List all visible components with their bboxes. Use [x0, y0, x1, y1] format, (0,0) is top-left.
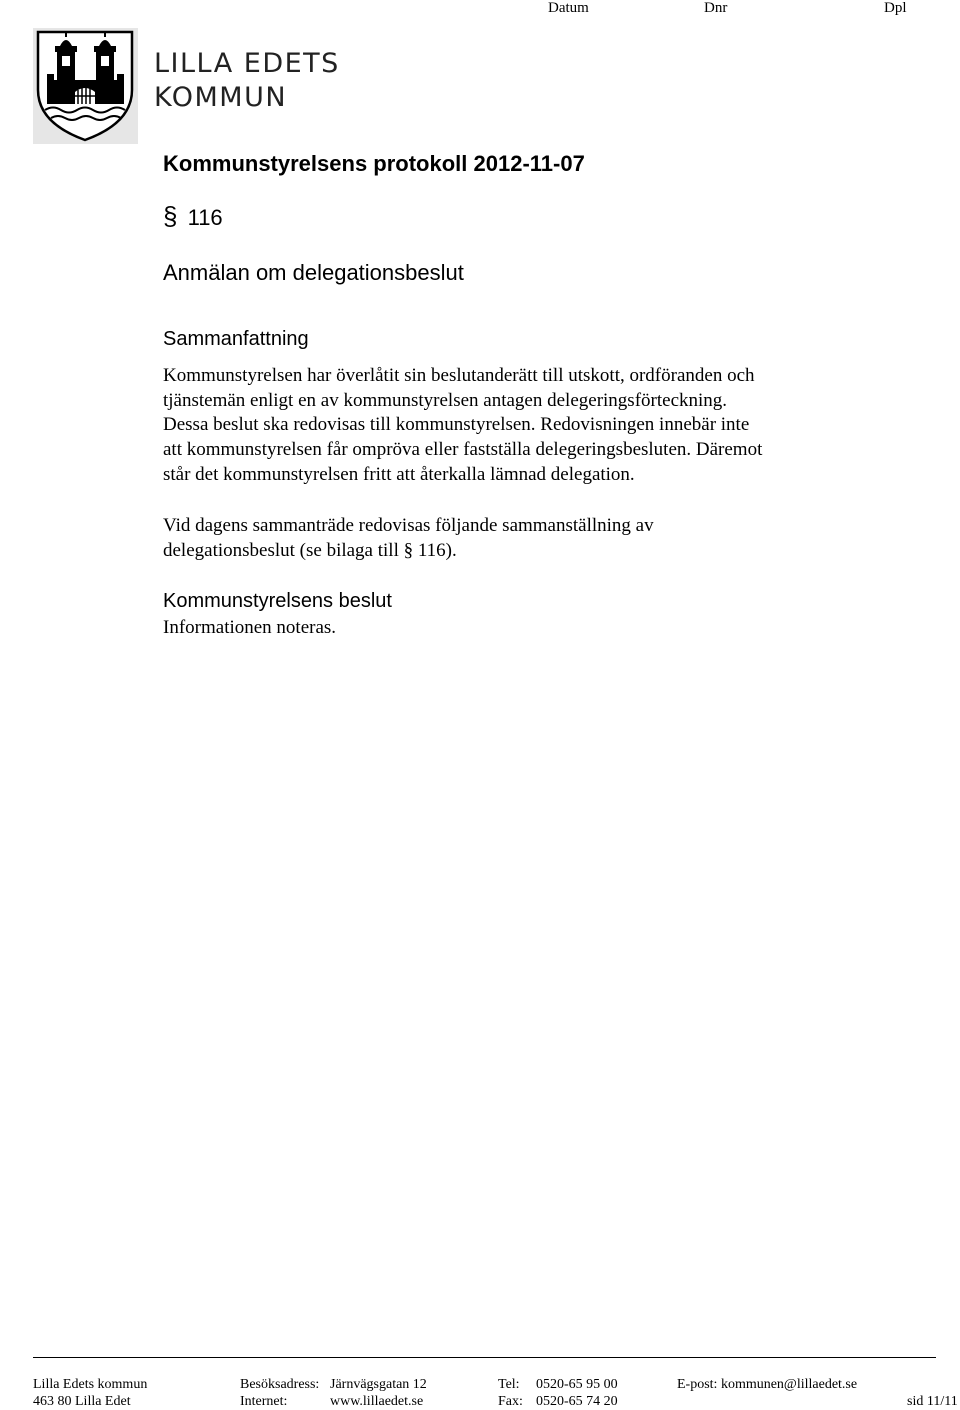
summary-line: Kommunstyrelsen har överlåtit sin beslutanderätt till utskott, ordföranden och	[163, 365, 755, 386]
summary-line: står det kommunstyrelsen fritt att återkalla lämnad delegation.	[163, 463, 635, 485]
paragraph-number	[163, 201, 223, 232]
summary-heading: Sammanfattning	[163, 328, 309, 350]
summary-line: Dessa beslut ska redovisas till kommunstyrelsen. Redovisningen innebär inte	[163, 414, 750, 436]
section-symbol: §	[163, 201, 178, 231]
coat-of-arms-icon	[33, 28, 138, 144]
document-title: Kommunstyrelsens protokoll 2012-11-07	[163, 151, 585, 176]
meeting-line-text: delegationsbeslut (se bilaga till	[163, 539, 399, 561]
decision-heading: Kommunstyrelsens beslut	[163, 590, 392, 612]
matter-heading: Anmälan om delegationsbeslut	[163, 260, 464, 285]
meeting-line-ref: 116).	[417, 539, 457, 561]
footer-fax-value: 0520-65 74 20	[536, 1394, 618, 1409]
footer-tel-label: Tel:	[498, 1377, 520, 1392]
datum-label: Datum	[548, 0, 589, 16]
logo-line-1: LILLA EDETS	[154, 48, 340, 79]
footer-page-number: sid 11/11	[907, 1394, 958, 1409]
footer-internet-label: Internet:	[240, 1394, 288, 1409]
footer-visit-label: Besöksadress:	[240, 1377, 320, 1392]
footer-internet-link[interactable]: www.lillaedet.se	[330, 1394, 424, 1409]
meeting-line	[163, 539, 883, 564]
footer-divider	[33, 1357, 936, 1358]
dnr-label: Dnr	[704, 0, 728, 16]
summary-paragraph	[163, 364, 883, 488]
meeting-line: Vid dagens sammanträde redovisas följande sammanställning av	[163, 515, 654, 536]
dpl-label: Dpl	[884, 0, 907, 16]
footer-visit-value: Järnvägsgatan 12	[330, 1377, 427, 1392]
section-symbol: §	[403, 539, 414, 561]
logo-line-2: KOMMUN	[154, 82, 288, 113]
logo-wordmark	[154, 47, 340, 115]
summary-line: tjänstemän enligt en av kommunstyrelsen antagen delegeringsförteckning.	[163, 389, 728, 411]
paragraph-number-value: 116	[187, 205, 223, 230]
summary-line: att kommunstyrelsen får ompröva eller fastställa delegeringsbesluten. Däremot	[163, 439, 763, 461]
footer-email[interactable]: E-post: kommunen@lillaedet.se	[677, 1377, 858, 1392]
footer-org-name: Lilla Edets kommun	[33, 1377, 148, 1392]
footer-tel-value: 0520-65 95 00	[536, 1377, 618, 1392]
footer-postal: 463 80 Lilla Edet	[33, 1394, 131, 1409]
meeting-paragraph	[163, 514, 883, 563]
decision-text: Informationen noteras.	[163, 617, 337, 638]
footer-fax-label: Fax:	[498, 1394, 523, 1409]
